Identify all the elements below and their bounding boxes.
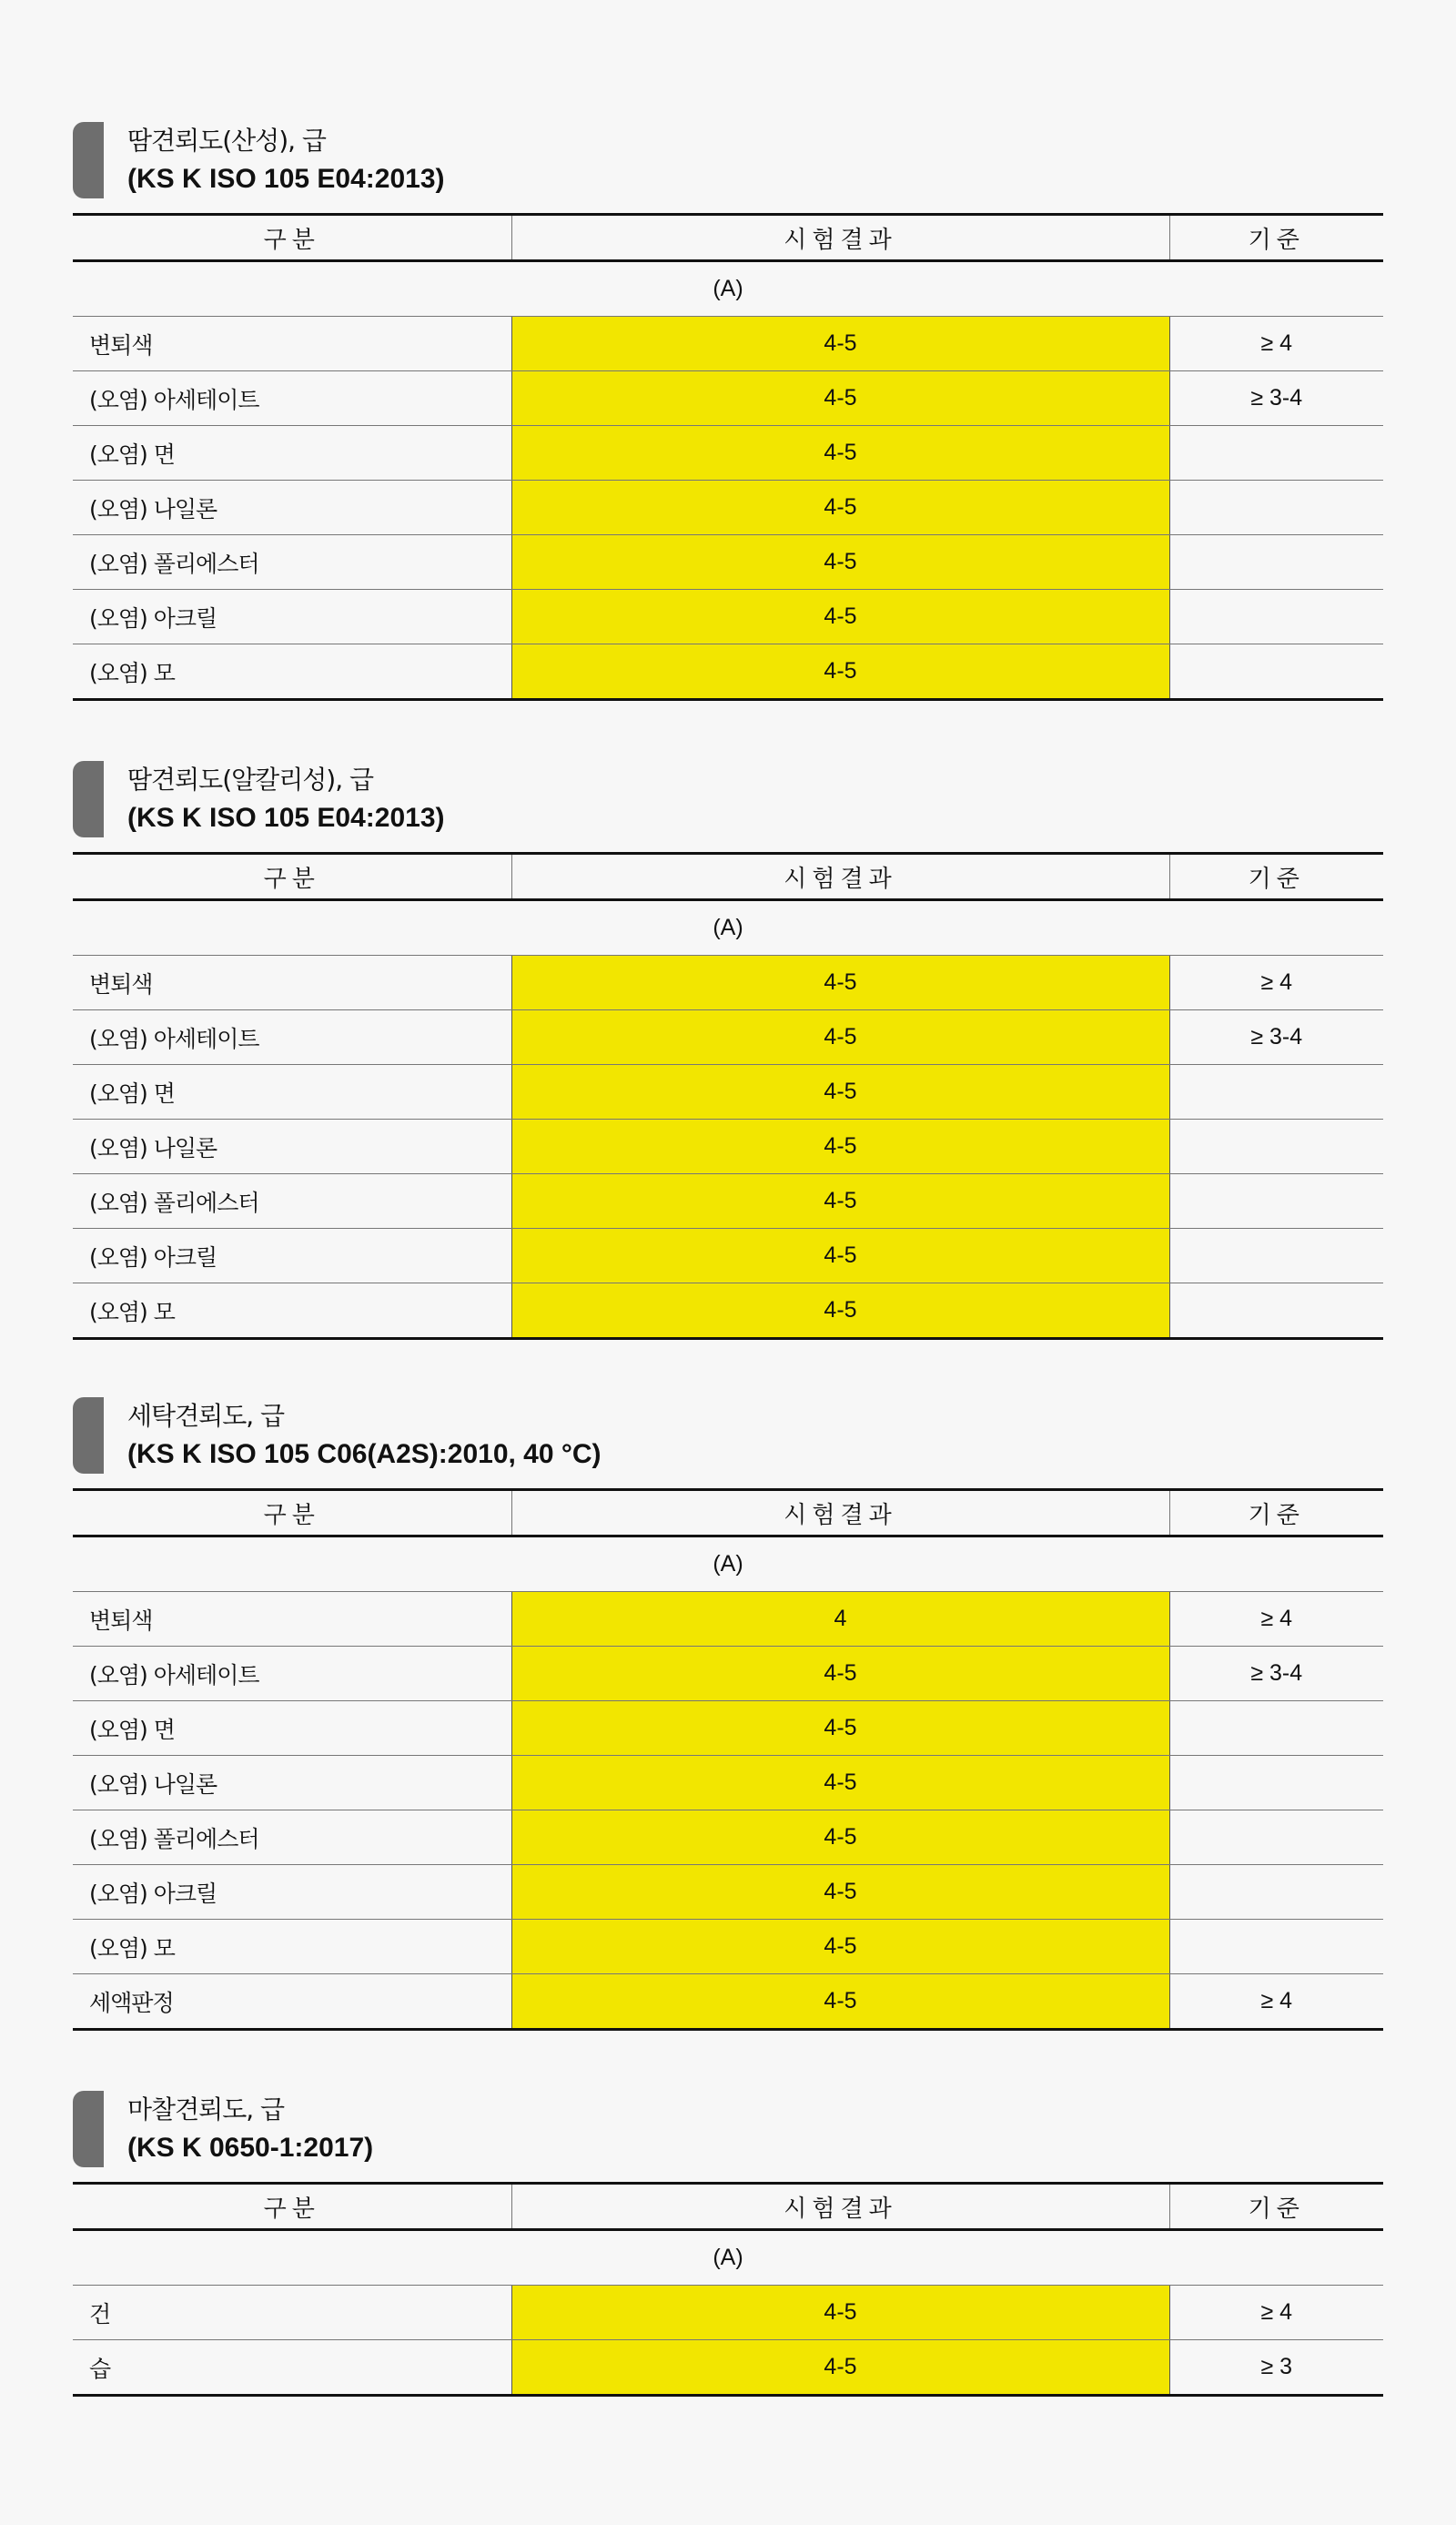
header-standard: 기준 xyxy=(1169,854,1383,900)
group-row xyxy=(73,2230,1383,2286)
row-standard xyxy=(1169,1229,1383,1283)
group-row xyxy=(73,261,1383,317)
row-standard xyxy=(1169,1120,1383,1174)
row-standard xyxy=(1169,1174,1383,1229)
header-category: 구분 xyxy=(73,215,511,261)
row-standard: ≥ 3-4 xyxy=(1169,1647,1383,1701)
row-standard: ≥ 3-4 xyxy=(1169,1010,1383,1065)
table-row xyxy=(73,1592,1383,1647)
table-row xyxy=(73,1229,1383,1283)
table-row xyxy=(73,317,1383,371)
section-header xyxy=(73,1397,1383,1488)
section-header xyxy=(73,761,1383,852)
header-category: 구분 xyxy=(73,2184,511,2230)
row-label: (오염) 모 xyxy=(73,1920,511,1974)
row-result: 4 xyxy=(511,1592,1169,1647)
row-result: 4-5 xyxy=(511,1701,1169,1756)
table-row xyxy=(73,1647,1383,1701)
row-standard xyxy=(1169,1920,1383,1974)
row-result: 4-5 xyxy=(511,644,1169,700)
results-table xyxy=(73,1488,1383,2031)
row-result: 4-5 xyxy=(511,2340,1169,2396)
row-standard xyxy=(1169,1810,1383,1865)
results-table xyxy=(73,852,1383,1340)
header-result: 시험결과 xyxy=(511,2184,1169,2230)
row-result: 4-5 xyxy=(511,1283,1169,1339)
row-result: 4-5 xyxy=(511,1647,1169,1701)
row-result: 4-5 xyxy=(511,1065,1169,1120)
row-result: 4-5 xyxy=(511,956,1169,1010)
section-washing xyxy=(73,1397,1383,2016)
section-standard: (KS K 0650-1:2017) xyxy=(127,2133,374,2163)
table-row xyxy=(73,481,1383,535)
section-header xyxy=(73,122,1383,213)
section-title: 마찰견뢰도, 급 xyxy=(127,2094,285,2124)
row-standard: ≥ 4 xyxy=(1169,956,1383,1010)
section-marker xyxy=(73,761,104,837)
header-result: 시험결과 xyxy=(511,854,1169,900)
table-row xyxy=(73,371,1383,426)
row-result: 4-5 xyxy=(511,1229,1169,1283)
row-result: 4-5 xyxy=(511,1756,1169,1810)
row-label: (오염) 아세테이트 xyxy=(73,1010,511,1065)
table-row xyxy=(73,426,1383,481)
row-standard: ≥ 3 xyxy=(1169,2340,1383,2396)
row-standard xyxy=(1169,426,1383,481)
table-row xyxy=(73,1174,1383,1229)
row-label: (오염) 면 xyxy=(73,1065,511,1120)
header-category: 구분 xyxy=(73,1490,511,1536)
results-table xyxy=(73,213,1383,701)
row-result: 4-5 xyxy=(511,2286,1169,2340)
table-row xyxy=(73,2286,1383,2340)
row-result: 4-5 xyxy=(511,1920,1169,1974)
row-result: 4-5 xyxy=(511,1974,1169,2030)
section-standard: (KS K ISO 105 C06(A2S):2010, 40 °C) xyxy=(127,1439,602,1469)
row-result: 4-5 xyxy=(511,1865,1169,1920)
row-label: (오염) 아크릴 xyxy=(73,590,511,644)
section-title: 세탁견뢰도, 급 xyxy=(127,1401,285,1431)
row-result: 4-5 xyxy=(511,535,1169,590)
section-title: 땀견뢰도(산성), 급 xyxy=(127,126,326,156)
row-standard: ≥ 4 xyxy=(1169,1974,1383,2030)
section-header xyxy=(73,2091,1383,2182)
row-result: 4-5 xyxy=(511,317,1169,371)
table-row xyxy=(73,1756,1383,1810)
table-row xyxy=(73,1010,1383,1065)
row-label: 변퇴색 xyxy=(73,1592,511,1647)
table-row xyxy=(73,1283,1383,1339)
results-table xyxy=(73,2182,1383,2397)
row-standard xyxy=(1169,1283,1383,1339)
table-row xyxy=(73,590,1383,644)
row-standard xyxy=(1169,535,1383,590)
row-result: 4-5 xyxy=(511,481,1169,535)
table-header-row xyxy=(73,854,1383,900)
row-result: 4-5 xyxy=(511,1120,1169,1174)
group-label: (A) xyxy=(73,2230,1383,2286)
row-label: (오염) 아세테이트 xyxy=(73,1647,511,1701)
row-result: 4-5 xyxy=(511,1174,1169,1229)
header-result: 시험결과 xyxy=(511,1490,1169,1536)
header-standard: 기준 xyxy=(1169,2184,1383,2230)
row-label: (오염) 면 xyxy=(73,1701,511,1756)
row-result: 4-5 xyxy=(511,1010,1169,1065)
row-label: 변퇴색 xyxy=(73,317,511,371)
row-label: (오염) 나일론 xyxy=(73,481,511,535)
table-row xyxy=(73,2340,1383,2396)
section-marker xyxy=(73,2091,104,2167)
group-label: (A) xyxy=(73,261,1383,317)
row-result: 4-5 xyxy=(511,1810,1169,1865)
header-result: 시험결과 xyxy=(511,215,1169,261)
row-standard: ≥ 4 xyxy=(1169,1592,1383,1647)
row-label: (오염) 폴리에스터 xyxy=(73,1810,511,1865)
section-marker xyxy=(73,122,104,198)
row-label: (오염) 나일론 xyxy=(73,1756,511,1810)
row-label: 건 xyxy=(73,2286,511,2340)
row-standard xyxy=(1169,644,1383,700)
table-row xyxy=(73,1810,1383,1865)
section-perspiration-alkaline xyxy=(73,761,1383,1325)
table-row xyxy=(73,956,1383,1010)
row-label: (오염) 폴리에스터 xyxy=(73,535,511,590)
row-standard xyxy=(1169,481,1383,535)
table-row xyxy=(73,644,1383,700)
table-row xyxy=(73,1920,1383,1974)
section-standard: (KS K ISO 105 E04:2013) xyxy=(127,164,445,194)
header-standard: 기준 xyxy=(1169,1490,1383,1536)
row-label: 습 xyxy=(73,2340,511,2396)
group-row xyxy=(73,900,1383,956)
section-marker xyxy=(73,1397,104,1474)
header-standard: 기준 xyxy=(1169,215,1383,261)
row-standard: ≥ 4 xyxy=(1169,317,1383,371)
row-standard xyxy=(1169,1756,1383,1810)
row-label: 변퇴색 xyxy=(73,956,511,1010)
group-row xyxy=(73,1536,1383,1592)
table-header-row xyxy=(73,1490,1383,1536)
row-standard xyxy=(1169,1865,1383,1920)
section-rubbing xyxy=(73,2091,1383,2382)
section-standard: (KS K ISO 105 E04:2013) xyxy=(127,803,445,833)
row-label: (오염) 나일론 xyxy=(73,1120,511,1174)
row-label: (오염) 아세테이트 xyxy=(73,371,511,426)
table-row xyxy=(73,1701,1383,1756)
header-category: 구분 xyxy=(73,854,511,900)
group-label: (A) xyxy=(73,900,1383,956)
table-row xyxy=(73,1065,1383,1120)
row-label: (오염) 아크릴 xyxy=(73,1229,511,1283)
row-label: (오염) 모 xyxy=(73,644,511,700)
table-row xyxy=(73,1865,1383,1920)
group-label: (A) xyxy=(73,1536,1383,1592)
table-header-row xyxy=(73,215,1383,261)
section-perspiration-acid xyxy=(73,122,1383,686)
table-row xyxy=(73,535,1383,590)
row-standard: ≥ 4 xyxy=(1169,2286,1383,2340)
table-row xyxy=(73,1120,1383,1174)
row-standard xyxy=(1169,1701,1383,1756)
row-label: (오염) 아크릴 xyxy=(73,1865,511,1920)
row-label: (오염) 폴리에스터 xyxy=(73,1174,511,1229)
row-result: 4-5 xyxy=(511,590,1169,644)
row-result: 4-5 xyxy=(511,426,1169,481)
row-label: 세액판정 xyxy=(73,1974,511,2030)
row-standard: ≥ 3-4 xyxy=(1169,371,1383,426)
row-label: (오염) 모 xyxy=(73,1283,511,1339)
row-result: 4-5 xyxy=(511,371,1169,426)
row-standard xyxy=(1169,590,1383,644)
section-title: 땀견뢰도(알칼리성), 급 xyxy=(127,765,374,795)
table-row xyxy=(73,1974,1383,2030)
row-label: (오염) 면 xyxy=(73,426,511,481)
row-standard xyxy=(1169,1065,1383,1120)
table-header-row xyxy=(73,2184,1383,2230)
